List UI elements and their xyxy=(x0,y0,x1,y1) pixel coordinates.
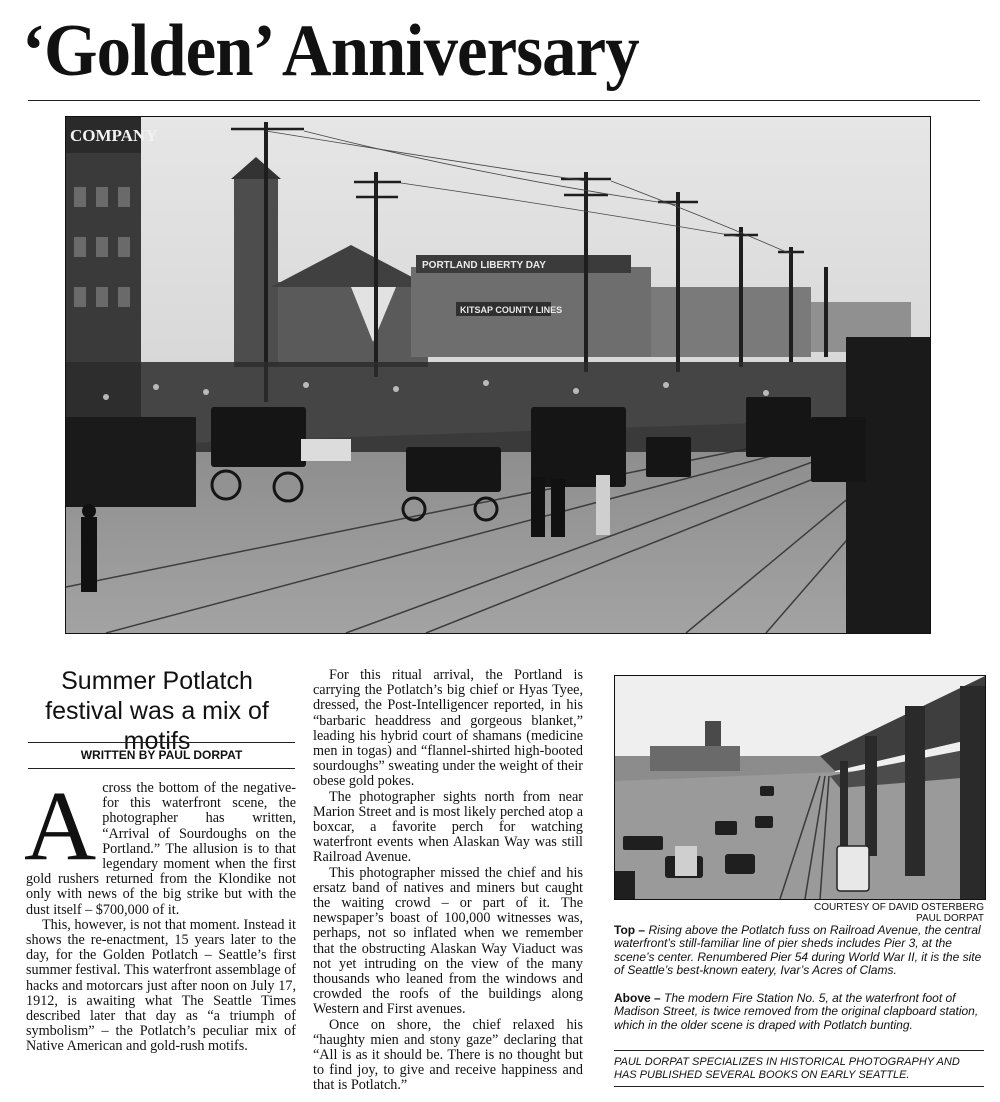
historic-waterfront-photo xyxy=(65,116,931,634)
article-paragraph: Once on shore, the chief relaxed his “haughty mien and stony gaze” declaring that “All is as it should be. There is no thought but to find joy, to give and receive happiness and that is Potlatch.” xyxy=(313,1016,583,1094)
headline: ‘Golden’ Anniversary xyxy=(22,10,639,92)
sign-company: COMPANY xyxy=(70,126,158,145)
photo-credit xyxy=(614,902,984,924)
article-paragraph: This, however, is not that moment. Instead it shows the re-enactment, 15 years later to the day, for the Golden Potlatch – Seattle’s first summer festival. This waterfront assemblage of hacks and motorcars just after noon on July 17, 1912, is awaiting what The Seattle Times described later that day as “a triumph of symbolism” – the Potlatch’s peculiar mix of Native American and gold-rush motifs. xyxy=(26,916,297,1055)
modern-photo-drawing xyxy=(615,676,985,899)
sign-portland-liberty-day: PORTLAND LIBERTY DAY xyxy=(422,260,546,271)
article-paragraph: For this ritual arrival, the Portland is carrying the Potlatch’s big chief or Hyas Tyee, dressed, the Post-Intelligencer reported, in his “barbaric headdress and gorgeous blanket,” leading his hybrid court of shamans (medicine men in togas) and “flannel-shirted high-booted sourdoughs” sweating under the weight of their obese gold pokes. xyxy=(313,667,583,790)
footer-rule-top xyxy=(614,1050,984,1051)
caption-above xyxy=(614,992,984,1032)
photo-credit-line: PAUL DORPAT xyxy=(916,913,984,924)
author-note: PAUL DORPAT SPECIALIZES IN HISTORICAL PHOTOGRAPHY AND HAS PUBLISHED SEVERAL BOOKS ON EARLY SEATTLE. xyxy=(614,1056,960,1081)
historic-photo-drawing xyxy=(66,117,930,633)
caption-lead: Above – xyxy=(614,991,661,1005)
article-subhead: Summer Potlatch festival was a mix of motifs xyxy=(45,667,269,755)
caption-text: Rising above the Potlatch fuss on Railroad Avenue, the central waterfront’s still-familiar line of pier sheds includes Pier 3, at the scene’s center. Renumbered Pier 54 during World War II, it is the site of Seattle’s best-known eatery, Ivar’s Acres of Clams. xyxy=(614,923,982,977)
byline-rule-top xyxy=(28,742,295,743)
caption-top xyxy=(614,924,984,977)
article-column-1 xyxy=(24,770,297,1055)
footer-rule-bottom xyxy=(614,1086,984,1087)
photo-credit-line: COURTESY OF DAVID OSTERBERG xyxy=(813,902,984,913)
byline-rule-bottom xyxy=(28,768,295,769)
headline-rule xyxy=(28,100,980,101)
caption-text: The modern Fire Station No. 5, at the waterfront foot of Madison Street, is twice removed from the original clapboard station, which in the older scene is draped with Potlatch bunting. xyxy=(614,991,979,1032)
caption-lead: Top – xyxy=(614,923,646,937)
article-column-2 xyxy=(313,668,583,1094)
article-paragraph: This photographer missed the chief and his ersatz band of natives and miners but caught the waiting crowd – or part of it. The newspaper’s boast of 100,000 witnesses was, perhaps, not so inflated when we remember that the obstructing Alaskan Way Viaduct was not yet intruding on the view of the many thousands who leaned from the windows and crowded the roofs of the buildings along Western and First avenues. xyxy=(313,864,583,1018)
article-paragraph xyxy=(24,770,296,918)
byline: WRITTEN BY PAUL DORPAT xyxy=(80,748,243,762)
modern-waterfront-photo xyxy=(614,675,986,900)
paragraph-text: cross the bottom of the negative-for this waterfront scene, the photographer has written, “Arrival of Sourdoughs on the Portland.” The allusion is to that legendary moment when the first gold rushers returned from the Klondike not only with news of the big strike but with the dust itself – $700,000 of it. xyxy=(26,780,296,918)
article-paragraph: The photographer sights north from near Marion Street and is most likely perched atop a boxcar, a favorite perch for watching waterfront events when Alaskan Way was still Railroad Avenue. xyxy=(313,788,583,866)
sign-kitsap-county-lines: KITSAP COUNTY LINES xyxy=(460,305,563,315)
drop-cap: A xyxy=(24,770,97,881)
